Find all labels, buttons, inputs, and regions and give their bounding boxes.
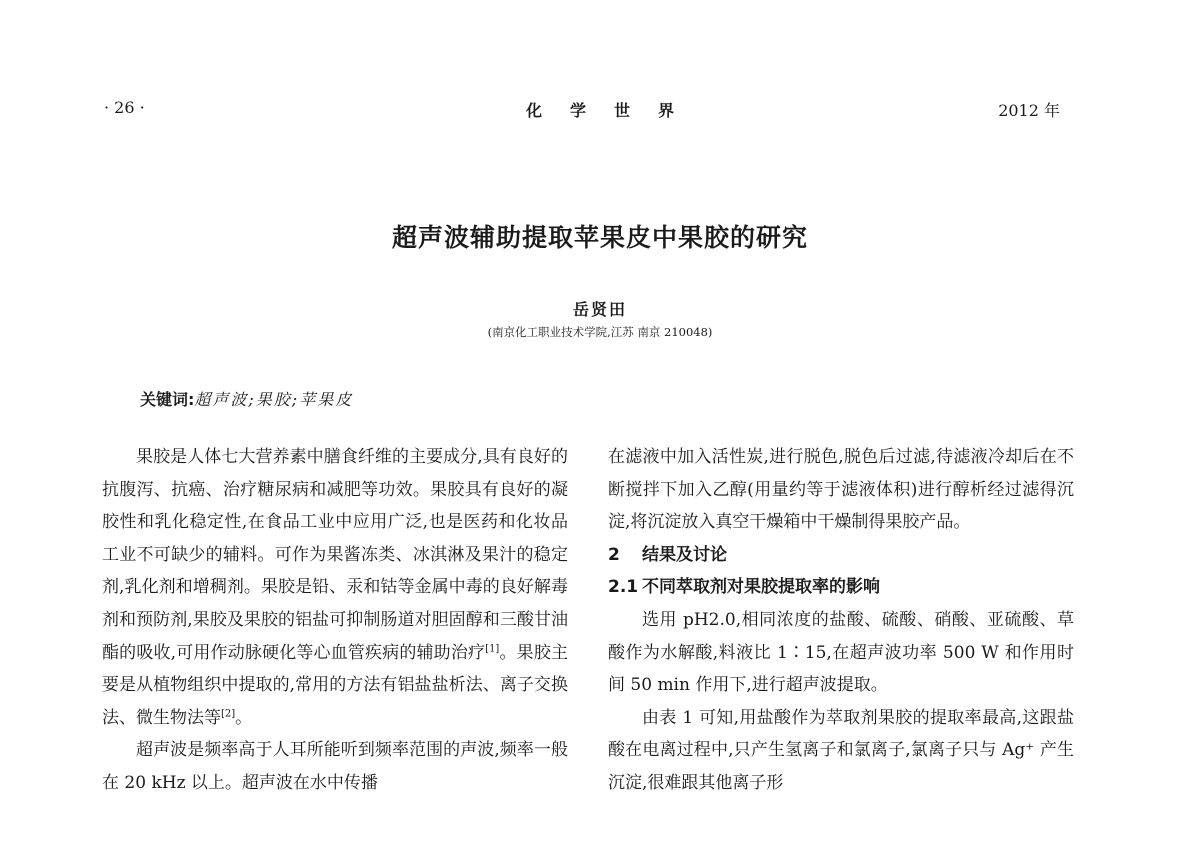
citation-2: [2] xyxy=(221,708,236,720)
subsection-number: 2.1 xyxy=(608,577,639,598)
ultrasound-paragraph: 超声波是频率高于人耳所能听到频率范围的声波,频率一般在 20 kHz 以上。超声波在水中传播 xyxy=(102,740,568,793)
procedure-paragraph: 在滤液中加入活性炭,进行脱色,脱色后过滤,待滤液冷却后在不断搅拌下加入乙醇(用量约等于滤液体积)进行醇析经过滤得沉淀,将沉淀放入真空干燥箱中干燥制得果胶产品。 xyxy=(608,447,1074,533)
keywords-label: 关键词: xyxy=(140,390,195,409)
section-title: 结果及讨论 xyxy=(642,544,727,565)
section-heading xyxy=(608,539,1074,572)
subsection-title: 不同萃取剂对果胶提取率的影响 xyxy=(642,577,880,598)
intro-paragraph xyxy=(102,441,568,734)
left-column xyxy=(102,441,568,800)
subsection-heading xyxy=(608,571,1074,604)
author-affiliation: (南京化工职业技术学院,江苏 南京 210048) xyxy=(487,325,713,339)
journal-name: 化学世界 xyxy=(525,101,702,120)
keywords-value: 超声波;果胶;苹果皮 xyxy=(194,390,354,409)
citation-1: [1] xyxy=(485,642,500,654)
article-title: 超声波辅助提取苹果皮中果胶的研究 xyxy=(391,223,808,252)
page-number: · 26 · xyxy=(104,98,145,117)
right-column xyxy=(608,441,1074,800)
section-number: 2 xyxy=(608,544,620,565)
result-paragraph: 由表 1 可知,用盐酸作为萃取剂果胶的提取率最高,这跟盐酸在电离过程中,只产生氢离子和氯离子,氯离子只与 Ag⁺ 产生沉淀,很难跟其他离子形 xyxy=(608,707,1074,793)
intro-text-cont: 。果胶主要是从植物组织中提取的,常用的方法有铝盐盐析法、离子交换法、微生物法等 xyxy=(102,642,568,728)
article-author: 岳贤田 xyxy=(572,300,627,319)
intro-text-end: 。 xyxy=(235,707,253,728)
method-paragraph: 选用 pH2.0,相同浓度的盐酸、硫酸、硝酸、亚硫酸、草酸作为水解酸,料液比 1∶15,在超声波功率 500 W 和作用时间 50 min 作用下,进行超声波提取。 xyxy=(608,609,1074,696)
intro-text: 果胶是人体七大营养素中膳食纤维的主要成分,具有良好的抗腹泻、抗癌、治疗糖尿病和减肥等功效。果胶具有良好的凝胶性和乳化稳定性,在食品工业中应用广泛,也是医药和化妆品工业不可缺少的辅料。可作为果酱冻类、冰淇淋及果汁的稳定剂,乳化剂和增稠剂。果胶是铅、汞和钴等金属中毒的良好解毒剂和预防剂,果胶及果胶的铝盐可抑制肠道对胆固醇和三酸甘油酯的吸收,可用作动脉硬化等心血管疾病的辅助治疗 xyxy=(102,447,568,663)
keywords xyxy=(140,387,353,410)
publication-year: 2012 年 xyxy=(998,101,1060,120)
